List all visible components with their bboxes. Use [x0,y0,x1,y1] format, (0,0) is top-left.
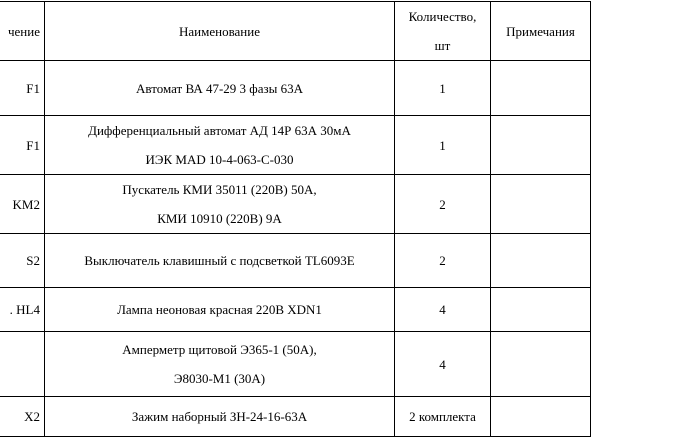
header-notes: Примечания [491,2,591,61]
specification-table [0,1,591,437]
note-cell [491,234,591,288]
name-cell [45,332,395,397]
header-row [0,2,591,61]
designation-cell [0,332,45,397]
note-cell [491,116,591,175]
table-row [0,397,591,437]
name-line: КМИ 10910 (220В) 9А [157,211,282,226]
quantity-cell: 2 [395,234,491,288]
quantity-cell: 1 [395,116,491,175]
table-row [0,288,591,332]
note-cell [491,288,591,332]
designation-cell: X2 [0,397,45,437]
table-row [0,61,591,116]
designation-cell: F1 [0,61,45,116]
table-row [0,175,591,234]
note-cell [491,61,591,116]
header-quantity-line1: Количество, [408,9,477,24]
note-cell [491,397,591,437]
designation-cell: . HL4 [0,288,45,332]
name-cell [45,288,395,332]
name-line: Э8030-М1 (30А) [173,371,266,386]
name-cell [45,116,395,175]
header-name: Наименование [45,2,395,61]
header-quantity-line2: шт [434,38,451,53]
name-line: Выключатель клавишный с подсветкой TL6093E [84,253,355,268]
name-line: Автомат ВА 47-29 3 фазы 63А [136,80,303,96]
name-cell [45,175,395,234]
header-designation: чение [0,2,45,61]
note-cell [491,175,591,234]
quantity-cell: 2 [395,175,491,234]
name-line: Дифференциальный автомат АД 14Р 63А 30мА [88,123,351,138]
table-row [0,332,591,397]
name-line: Амперметр щитовой Э365-1 (50А), [122,342,317,357]
quantity-cell: 4 [395,332,491,397]
designation-cell: S2 [0,234,45,288]
name-line: Пускатель КМИ 35011 (220В) 50А, [122,182,317,197]
name-cell [45,397,395,437]
quantity-cell: 4 [395,288,491,332]
table-row [0,234,591,288]
name-line: Зажим наборный ЗН-24-16-63А [131,409,308,424]
designation-cell: F1 [0,116,45,175]
header-quantity [395,2,491,61]
quantity-cell: 2 комплекта [395,397,491,437]
name-cell [45,234,395,288]
quantity-cell: 1 [395,61,491,116]
table-row [0,116,591,175]
name-cell [45,61,395,116]
designation-cell: KM2 [0,175,45,234]
note-cell [491,332,591,397]
name-line: Лампа неоновая красная 220В XDN1 [117,302,322,317]
name-line: ИЭК MAD 10-4-063-C-030 [145,152,294,167]
